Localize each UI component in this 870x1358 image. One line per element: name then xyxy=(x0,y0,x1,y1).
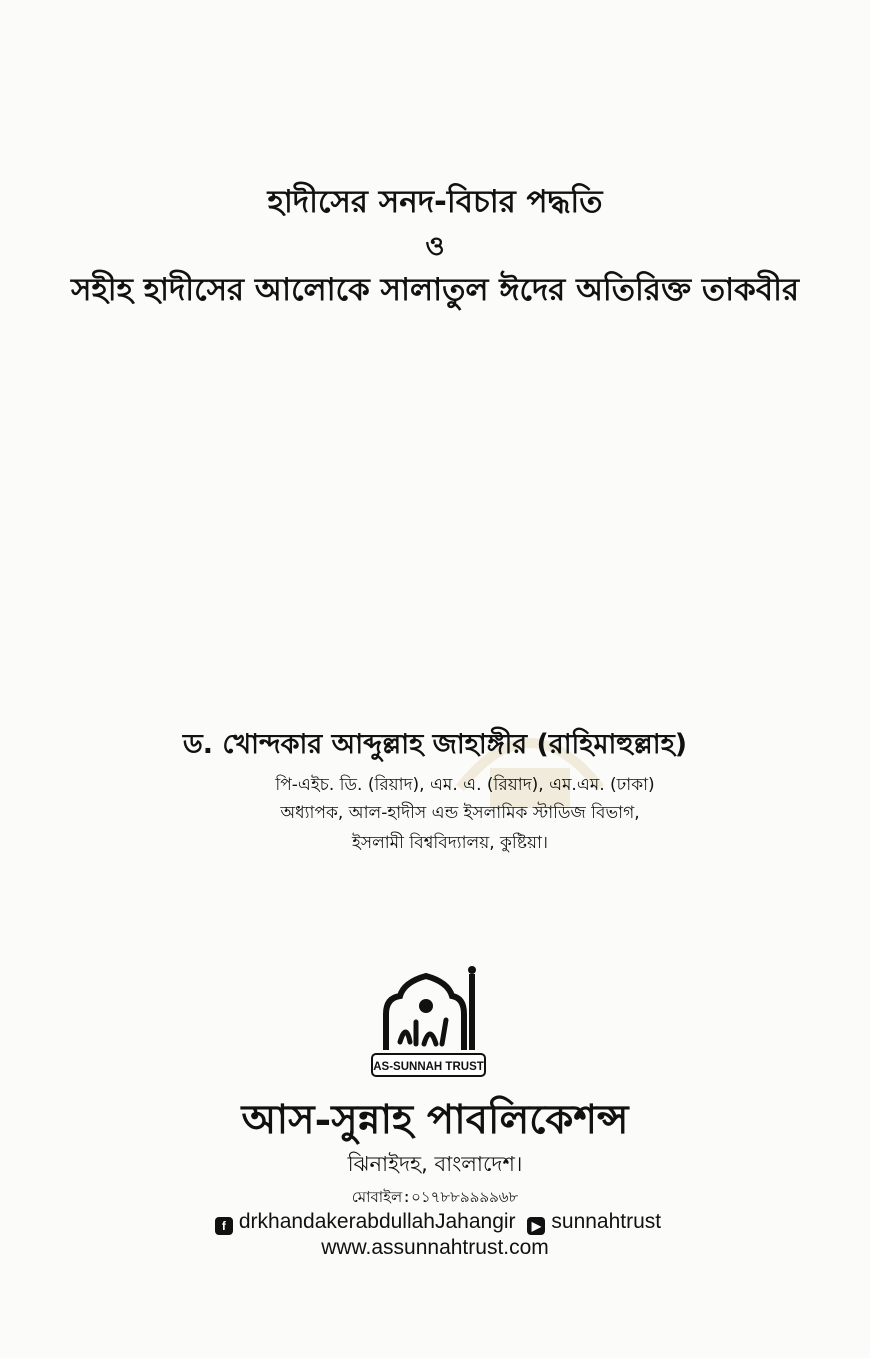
author-name: ড. খোন্দকার আব্দুল্লাহ জাহাঙ্গীর (রাহিমাহুল্লাহ) xyxy=(182,729,688,760)
title-conjunction: ও xyxy=(425,232,445,262)
facebook-icon: f xyxy=(215,1217,233,1235)
youtube-handle: sunnahtrust xyxy=(551,1210,662,1233)
author-degrees: পি-এইচ. ডি. (রিয়াদ), এম. এ. (রিয়াদ), এম.এম. (ঢাকা) xyxy=(275,775,655,795)
youtube-icon: ▶ xyxy=(527,1217,545,1235)
author-university: ইসলামী বিশ্ববিদ্যালয়, কুষ্টিয়া। xyxy=(352,833,548,853)
logo-label: AS-SUNNAH TRUST xyxy=(373,1061,484,1073)
publisher-mobile: মোবাইল:০১৭৮৮৯৯৯৯৬৮ xyxy=(351,1188,519,1206)
mosque-logo-icon xyxy=(366,962,491,1080)
title-line-1: হাদীসের সনদ-বিচার পদ্ধতি xyxy=(267,184,603,220)
publisher-place: ঝিনাইদহ, বাংলাদেশ। xyxy=(347,1152,523,1176)
title-line-2: সহীহ হাদীসের আলোকে সালাতুল ঈদের অতিরিক্ত তাকবীর xyxy=(70,272,799,308)
author-position: অধ্যাপক, আল-হাদীস এন্ড ইসলামিক স্টাডিজ বিভাগ, xyxy=(280,803,640,823)
facebook-handle: drkhandakerabdullahJahangir xyxy=(238,1210,516,1233)
social-links xyxy=(0,1210,870,1235)
publisher-website: www.assunnahtrust.com xyxy=(321,1236,549,1259)
publisher-name: আস-সুন্নাহ পাবলিকেশন্স xyxy=(241,1096,629,1143)
